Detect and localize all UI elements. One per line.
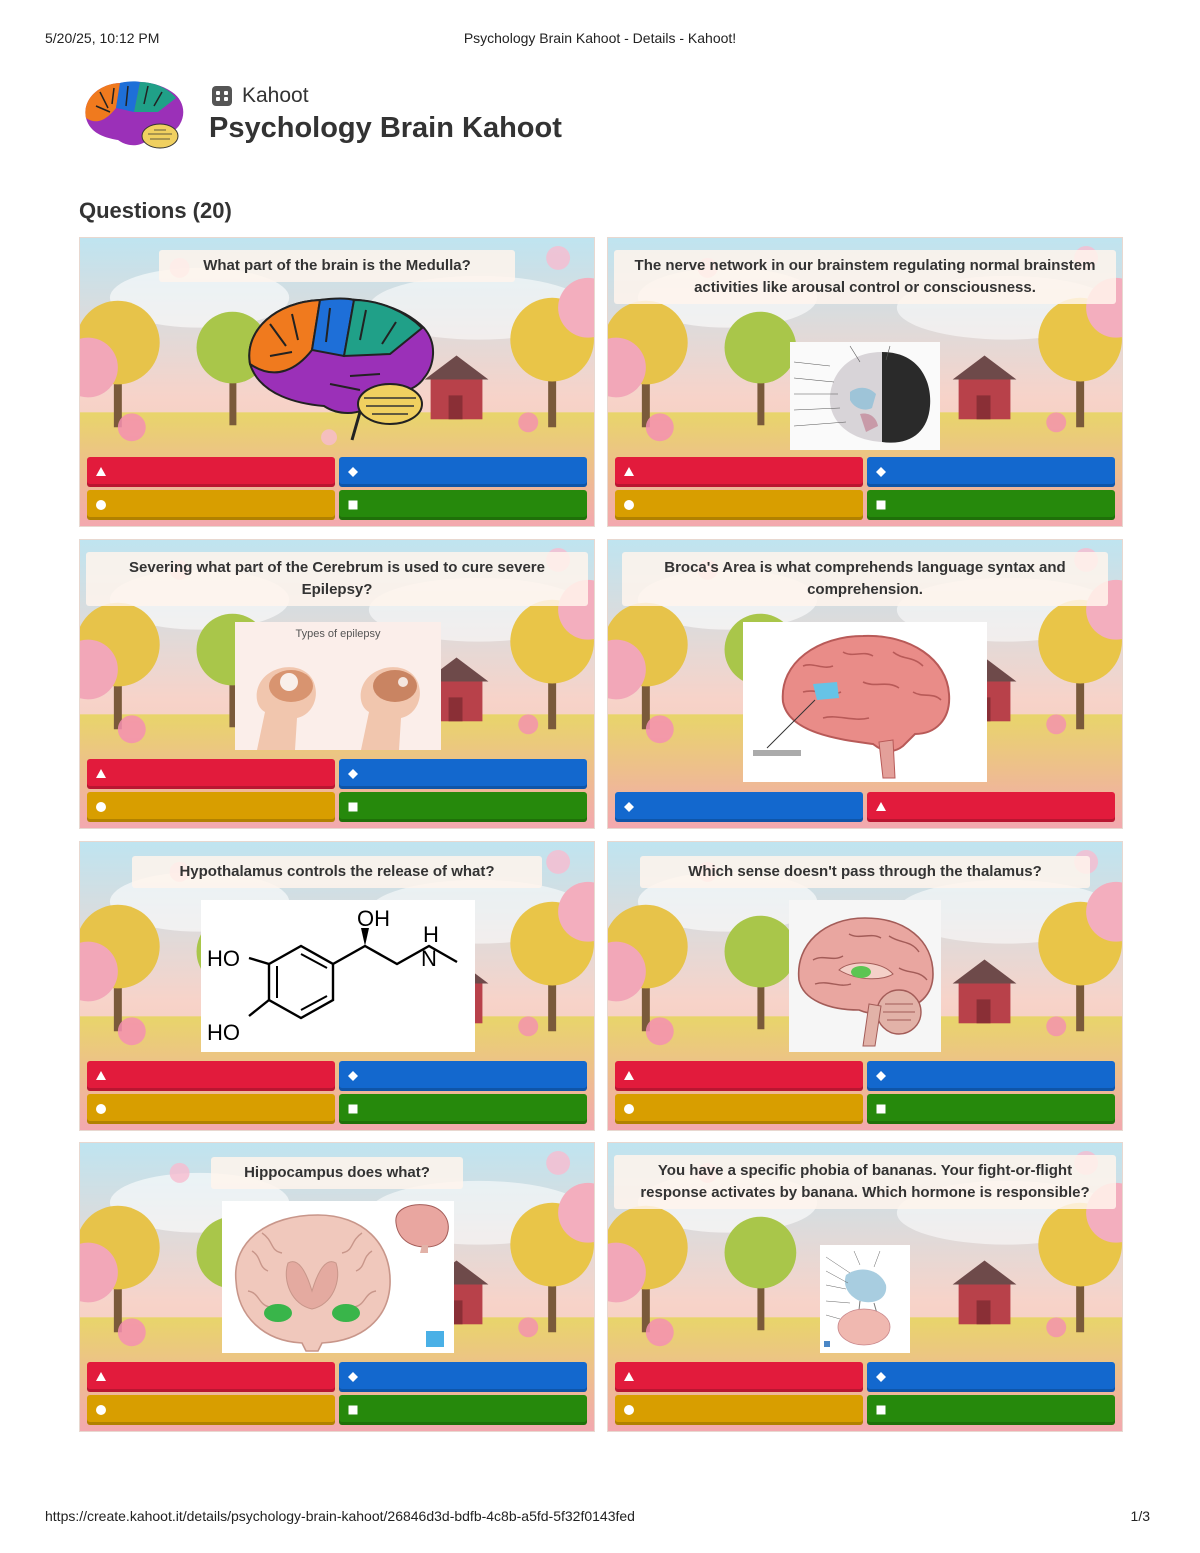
square-icon — [348, 1405, 358, 1415]
question-card-6[interactable] — [607, 841, 1123, 1131]
answer-option-diamond[interactable] — [867, 457, 1115, 487]
answer-option-triangle[interactable] — [615, 1061, 863, 1091]
question-card-2[interactable] — [607, 237, 1123, 527]
triangle-icon — [624, 1372, 634, 1382]
print-page-title: Psychology Brain Kahoot - Details - Kahoot! — [463, 30, 737, 46]
thalamus-brain-image — [789, 900, 941, 1052]
answer-option-circle[interactable] — [87, 1395, 335, 1425]
question-text: What part of the brain is the Medulla? — [159, 250, 515, 282]
triangle-icon — [96, 1071, 106, 1081]
answer-grid — [615, 1061, 1115, 1124]
diamond-icon — [876, 1071, 886, 1081]
question-text: You have a specific phobia of bananas. Your fight-or-flight response activates by banana. Which hormone is responsible? — [614, 1155, 1116, 1209]
answer-option-circle[interactable] — [615, 490, 863, 520]
answer-option-diamond[interactable] — [339, 759, 587, 789]
question-card-5[interactable] — [79, 841, 595, 1131]
answer-grid — [87, 1362, 587, 1425]
answer-option-square[interactable] — [339, 1094, 587, 1124]
circle-icon — [624, 1104, 634, 1114]
answer-option-triangle[interactable] — [867, 792, 1115, 822]
triangle-icon — [624, 467, 634, 477]
brocas-area-image — [743, 622, 987, 782]
kahoot-type-text: Kahoot — [242, 84, 309, 107]
answer-grid — [87, 759, 587, 822]
kahoot-header — [78, 78, 678, 158]
kahoot-title: Psychology Brain Kahoot — [209, 112, 562, 144]
answer-option-diamond[interactable] — [339, 457, 587, 487]
answer-option-square[interactable] — [867, 1094, 1115, 1124]
question-text: Severing what part of the Cerebrum is used to cure severe Epilepsy? — [86, 552, 588, 606]
answer-option-triangle[interactable] — [87, 457, 335, 487]
answer-option-square[interactable] — [867, 1395, 1115, 1425]
answer-option-diamond[interactable] — [867, 1362, 1115, 1392]
triangle-icon — [876, 802, 886, 812]
kahoot-type-label — [212, 84, 309, 108]
circle-icon — [96, 1104, 106, 1114]
answer-option-circle[interactable] — [87, 1094, 335, 1124]
triangle-icon — [96, 467, 106, 477]
answer-option-square[interactable] — [867, 490, 1115, 520]
circle-icon — [96, 1405, 106, 1415]
print-page-number: 1/3 — [1130, 1508, 1150, 1524]
triangle-icon — [96, 769, 106, 779]
epilepsy-image-title: Types of epilepsy — [295, 628, 381, 640]
cover-brain-image — [78, 78, 188, 154]
brainstem-diagram-image — [790, 342, 940, 450]
question-card-8[interactable] — [607, 1142, 1123, 1432]
answer-grid — [87, 457, 587, 520]
square-icon — [348, 802, 358, 812]
print-date: 5/20/25, 10:12 PM — [45, 30, 160, 46]
question-card-7[interactable] — [79, 1142, 595, 1432]
answer-option-triangle[interactable] — [87, 1061, 335, 1091]
triangle-icon — [624, 1071, 634, 1081]
diamond-icon — [348, 1372, 358, 1382]
answer-option-diamond[interactable] — [339, 1061, 587, 1091]
square-icon — [348, 500, 358, 510]
answer-option-square[interactable] — [339, 490, 587, 520]
answer-option-triangle[interactable] — [615, 457, 863, 487]
answer-option-circle[interactable] — [87, 792, 335, 822]
question-text: Broca's Area is what comprehends language syntax and comprehension. — [622, 552, 1108, 606]
question-card-3[interactable] — [79, 539, 595, 829]
square-icon — [876, 1405, 886, 1415]
question-text: The nerve network in our brainstem regulating normal brainstem activities like arousal control or consciousness. — [614, 250, 1116, 304]
diamond-icon — [348, 769, 358, 779]
circle-icon — [624, 1405, 634, 1415]
square-icon — [348, 1104, 358, 1114]
diamond-icon — [876, 467, 886, 477]
answer-option-diamond[interactable] — [339, 1362, 587, 1392]
questions-heading: Questions (20) — [79, 198, 232, 223]
answer-option-triangle[interactable] — [615, 1362, 863, 1392]
endocrine-diagram-image — [820, 1245, 910, 1353]
answer-option-triangle[interactable] — [87, 1362, 335, 1392]
print-url: https://create.kahoot.it/details/psychology-brain-kahoot/26846d3d-bdfb-4c8b-a5fd-5f32f0143fed — [45, 1508, 635, 1524]
answer-option-circle[interactable] — [615, 1395, 863, 1425]
kahoot-icon — [212, 86, 232, 106]
answer-option-circle[interactable] — [615, 1094, 863, 1124]
answer-option-diamond[interactable] — [867, 1061, 1115, 1091]
question-text: Hypothalamus controls the release of what? — [132, 856, 542, 888]
colored-brain-image — [240, 294, 440, 444]
molecule-label-oh: OH — [357, 906, 390, 931]
answer-option-triangle[interactable] — [87, 759, 335, 789]
molecule-label-h: H — [423, 922, 439, 947]
answer-option-square[interactable] — [339, 792, 587, 822]
question-card-4[interactable] — [607, 539, 1123, 829]
diamond-icon — [876, 1372, 886, 1382]
question-text: Which sense doesn't pass through the thalamus? — [640, 856, 1090, 888]
circle-icon — [96, 500, 106, 510]
circle-icon — [96, 802, 106, 812]
epinephrine-molecule-image — [201, 900, 475, 1052]
molecule-label-ho-bottom: HO — [207, 1020, 240, 1045]
question-text: Hippocampus does what? — [211, 1157, 463, 1189]
square-icon — [876, 500, 886, 510]
hippocampus-brain-image — [222, 1201, 454, 1353]
circle-icon — [624, 500, 634, 510]
epilepsy-image — [235, 622, 441, 750]
answer-grid — [615, 1362, 1115, 1425]
diamond-icon — [348, 467, 358, 477]
answer-option-square[interactable] — [339, 1395, 587, 1425]
question-card-1[interactable] — [79, 237, 595, 527]
answer-grid — [615, 792, 1115, 822]
answer-option-diamond[interactable] — [615, 792, 863, 822]
answer-grid — [615, 457, 1115, 520]
diamond-icon — [348, 1071, 358, 1081]
answer-grid — [87, 1061, 587, 1124]
square-icon — [876, 1104, 886, 1114]
molecule-label-n: N — [421, 946, 437, 971]
diamond-icon — [624, 802, 634, 812]
molecule-label-ho-top: HO — [207, 946, 240, 971]
answer-option-circle[interactable] — [87, 490, 335, 520]
triangle-icon — [96, 1372, 106, 1382]
